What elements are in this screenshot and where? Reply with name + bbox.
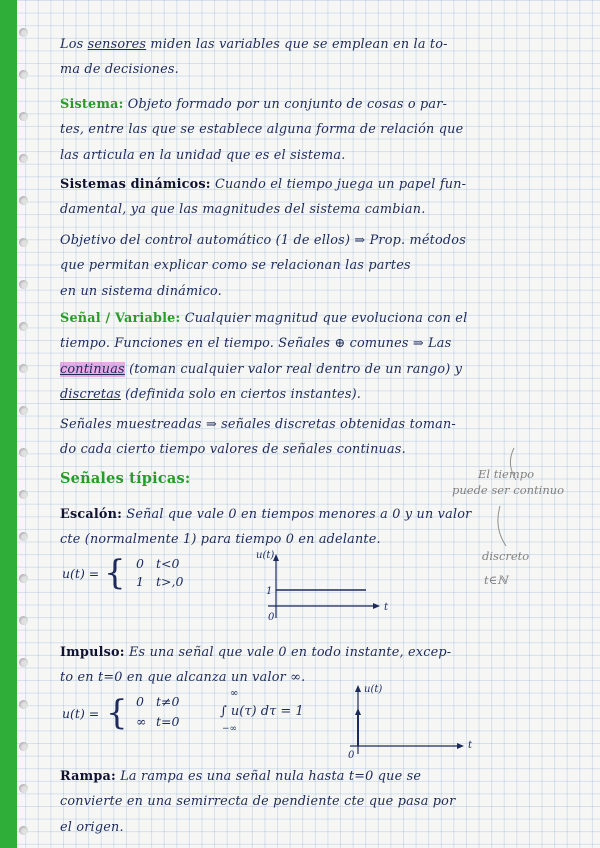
definition-impulso: Impulso: Es una señal que vale 0 en todo instante, excep- to en t=0 en que alcanza un valor ∞.	[60, 645, 452, 686]
definition-sistemas-dinamicos: Sistemas dinámicos: Cuando el tiempo juega un papel fun- damental, ya que las magnitudes del sistema cambian.	[60, 177, 467, 218]
pencil-note-naturals: t∈ℕ	[484, 573, 508, 587]
term-sistemas-dinamicos: Sistemas dinámicos:	[60, 177, 211, 192]
escalon-xlabel: t	[384, 602, 389, 613]
term-escalon: Escalón:	[60, 507, 123, 522]
graph-escalon	[258, 552, 408, 622]
paragraph-senales-muestreadas: Señales muestreadas ⇒ señales discretas obtenidas toman- do cada cierto tiempo valores de señales continuas.	[60, 417, 456, 458]
heading-senales-tipicas: Señales típicas:	[60, 470, 191, 487]
definition-sistema: Sistema: Objeto formado por un conjunto de cosas o par- tes, entre las que se establece alguna forma de relación que las articula en la unidad que es el sistema.	[60, 97, 464, 163]
equation-impulso: u(t) = { 0 t≠0 ∞ t=0	[62, 693, 180, 733]
word-sensores: sensores	[87, 37, 147, 52]
term-rampa: Rampa:	[60, 769, 116, 784]
escalon-ylabel: u(t)	[256, 550, 275, 561]
equation-integral: ∞ ∫ u(τ) dτ = 1 −∞	[220, 688, 304, 734]
pencil-note-tiempo: El tiempo	[478, 467, 535, 481]
pencil-note-continuo: puede ser continuo	[452, 483, 565, 497]
impulso-xlabel: t	[468, 740, 473, 751]
word-discretas: discretas	[60, 386, 121, 402]
term-sistema: Sistema:	[60, 97, 124, 112]
escalon-tick-1: 1	[266, 586, 273, 597]
paragraph-sensores: Los sensores miden las variables que se emplean en la to- ma de decisiones.	[60, 37, 448, 78]
definition-escalon: Escalón: Señal que vale 0 en tiempos menores a 0 y un valor cte (normalmente 1) para tiempo 0 en adelante.	[60, 507, 472, 548]
equation-escalon: u(t) = { 0 t<0 1 t>,0	[62, 553, 184, 593]
term-impulso: Impulso:	[60, 645, 125, 660]
definition-rampa: Rampa: La rampa es una señal nula hasta t=0 que se convierte en una semirrecta de pendiente cte que pasa por el origen.	[60, 769, 456, 835]
graph-impulso	[342, 682, 482, 762]
pencil-note-discreto: discreto	[482, 549, 530, 563]
definition-senal-variable: Señal / Variable: Cualquier magnitud que evoluciona con el tiempo. Funciones en el tiempo. Señales ⊕ comunes ⇒ Las continuas (toman cualquier valor real dentro de un rango) y discretas (definida solo en ciertos instantes).	[60, 311, 468, 402]
impulso-ylabel: u(t)	[364, 684, 383, 695]
paragraph-objetivo: Objetivo del control automático (1 de ellos) ⇒ Prop. métodos que permitan explicar como se relacionan las partes en un sistema dinámico.	[60, 233, 466, 299]
impulso-tick-0: 0	[348, 750, 355, 761]
escalon-tick-0: 0	[268, 612, 275, 623]
highlight-continuas: continuas	[60, 361, 125, 377]
term-senal-variable: Señal / Variable:	[60, 311, 181, 326]
